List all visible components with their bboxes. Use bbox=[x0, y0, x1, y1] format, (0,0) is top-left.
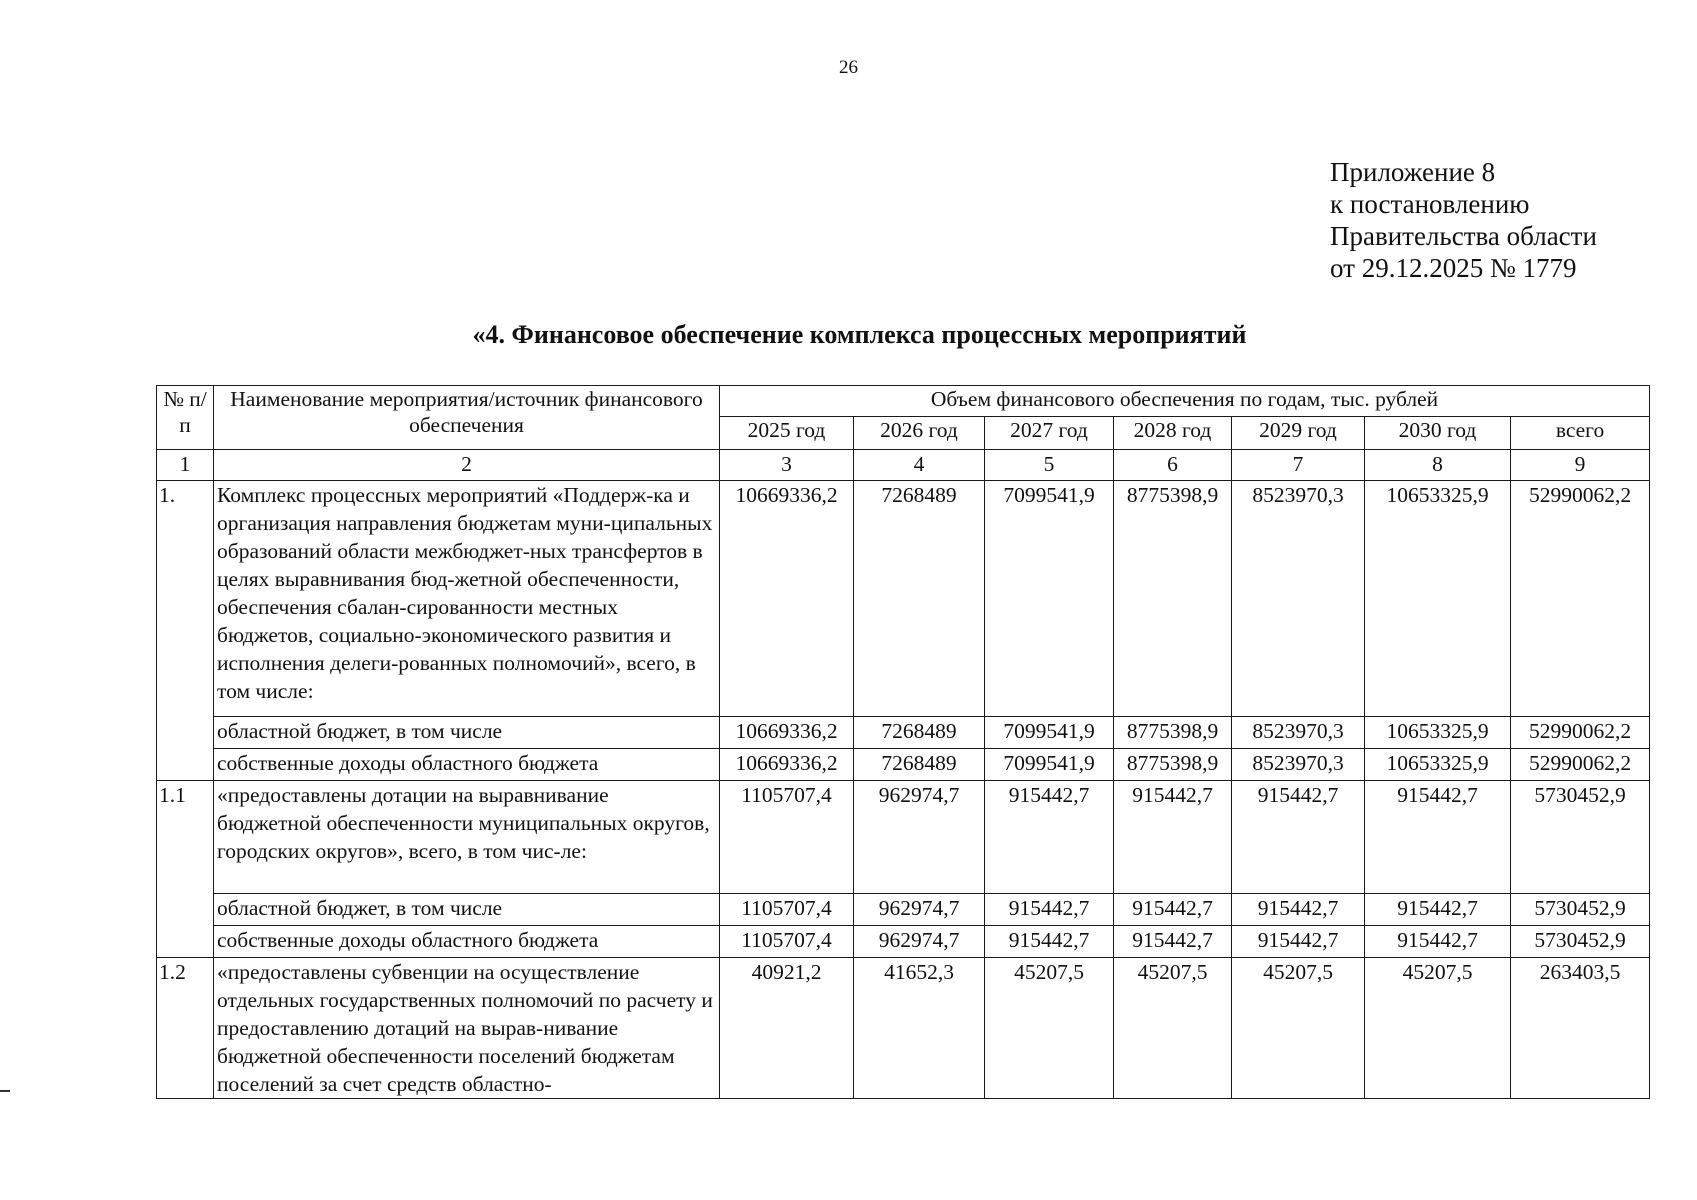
value-cell: 8523970,3 bbox=[1232, 717, 1365, 749]
value-cell: 1105707,4 bbox=[720, 926, 854, 958]
header-year: 2025 год bbox=[720, 417, 854, 450]
header-year: 2030 год bbox=[1365, 417, 1511, 450]
row-name: «предоставлены субвенции на осуществление отдельных государственных полномочий по расчету и предоставлению дотаций на вырав-нивание бюджетной обеспеченности поселений бюджетам поселений за счет средств областно- bbox=[214, 958, 720, 1099]
value-cell: 962974,7 bbox=[854, 781, 985, 894]
value-cell: 7099541,9 bbox=[985, 481, 1114, 717]
value-cell: 52990062,2 bbox=[1511, 717, 1650, 749]
column-number: 7 bbox=[1232, 450, 1365, 481]
value-cell: 7268489 bbox=[854, 481, 985, 717]
appendix-line: к постановлению bbox=[1330, 189, 1530, 219]
value-cell: 7268489 bbox=[854, 749, 985, 781]
value-cell: 8775398,9 bbox=[1114, 749, 1232, 781]
table-row bbox=[157, 894, 1650, 926]
table-row bbox=[157, 749, 1650, 781]
value-cell: 915442,7 bbox=[1114, 781, 1232, 894]
header-row bbox=[157, 386, 1650, 417]
value-cell: 1105707,4 bbox=[720, 781, 854, 894]
value-cell: 915442,7 bbox=[1365, 781, 1511, 894]
column-number: 3 bbox=[720, 450, 854, 481]
header-year: 2026 год bbox=[854, 417, 985, 450]
value-cell: 263403,5 bbox=[1511, 958, 1650, 1099]
value-cell: 10653325,9 bbox=[1365, 749, 1511, 781]
document-title: «4. Финансовое обеспечение комплекса процессных мероприятий bbox=[472, 320, 1247, 349]
value-cell: 45207,5 bbox=[1232, 958, 1365, 1099]
row-name: Комплекс процессных мероприятий «Поддерж-ка и организация направления бюджетам муни-ципальных образований области межбюджет-ных трансфертов в целях выравнивания бюд-жетной обеспеченности, обеспечения сбалан-сированности местных бюджетов, социально-экономического развития и исполнения делеги-рованных полномочий», всего, в том числе: bbox=[214, 481, 720, 717]
column-number: 9 bbox=[1511, 450, 1650, 481]
column-number: 6 bbox=[1114, 450, 1232, 481]
value-cell: 45207,5 bbox=[1114, 958, 1232, 1099]
value-cell: 915442,7 bbox=[1232, 781, 1365, 894]
header-year: 2027 год bbox=[985, 417, 1114, 450]
financing-table bbox=[156, 385, 1650, 1099]
value-cell: 45207,5 bbox=[985, 958, 1114, 1099]
table-row bbox=[157, 717, 1650, 749]
value-cell: 915442,7 bbox=[1232, 926, 1365, 958]
value-cell: 915442,7 bbox=[1114, 926, 1232, 958]
header-num: № п/п bbox=[157, 386, 214, 450]
value-cell: 52990062,2 bbox=[1511, 749, 1650, 781]
value-cell: 8775398,9 bbox=[1114, 717, 1232, 749]
value-cell: 10669336,2 bbox=[720, 749, 854, 781]
row-index: 1. bbox=[157, 481, 214, 781]
value-cell: 5730452,9 bbox=[1511, 781, 1650, 894]
table-row bbox=[157, 481, 1650, 717]
value-cell: 915442,7 bbox=[985, 926, 1114, 958]
column-number: 2 bbox=[214, 450, 720, 481]
value-cell: 8523970,3 bbox=[1232, 749, 1365, 781]
appendix-line: от 29.12.2025 № 1779 bbox=[1330, 253, 1577, 283]
value-cell: 962974,7 bbox=[854, 926, 985, 958]
header-volume: Объем финансового обеспечения по годам, тыс. рублей bbox=[720, 386, 1650, 417]
appendix-block bbox=[1330, 156, 1597, 284]
value-cell: 7268489 bbox=[854, 717, 985, 749]
value-cell: 10669336,2 bbox=[720, 481, 854, 717]
column-number: 4 bbox=[854, 450, 985, 481]
value-cell: 915442,7 bbox=[985, 894, 1114, 926]
value-cell: 915442,7 bbox=[1114, 894, 1232, 926]
value-cell: 5730452,9 bbox=[1511, 894, 1650, 926]
margin-mark bbox=[0, 1090, 10, 1092]
value-cell: 1105707,4 bbox=[720, 894, 854, 926]
row-name: собственные доходы областного бюджета bbox=[214, 926, 720, 958]
value-cell: 8523970,3 bbox=[1232, 481, 1365, 717]
value-cell: 45207,5 bbox=[1365, 958, 1511, 1099]
column-number: 8 bbox=[1365, 450, 1511, 481]
value-cell: 7099541,9 bbox=[985, 749, 1114, 781]
value-cell: 915442,7 bbox=[1365, 926, 1511, 958]
header-year: 2029 год bbox=[1232, 417, 1365, 450]
row-index: 1.2 bbox=[157, 958, 214, 1099]
table-row bbox=[157, 926, 1650, 958]
column-number: 5 bbox=[985, 450, 1114, 481]
row-index: 1.1 bbox=[157, 781, 214, 958]
header-name: Наименование мероприятия/источник финансового обеспечения bbox=[214, 386, 720, 450]
value-cell: 52990062,2 bbox=[1511, 481, 1650, 717]
row-name: областной бюджет, в том числе bbox=[214, 717, 720, 749]
row-name: собственные доходы областного бюджета bbox=[214, 749, 720, 781]
value-cell: 7099541,9 bbox=[985, 717, 1114, 749]
row-name: «предоставлены дотации на выравнивание бюджетной обеспеченности муниципальных округов, городских округов», всего, в том чис-ле: bbox=[214, 781, 720, 894]
header-total: всего bbox=[1511, 417, 1650, 450]
value-cell: 41652,3 bbox=[854, 958, 985, 1099]
column-number-row bbox=[157, 450, 1650, 481]
value-cell: 5730452,9 bbox=[1511, 926, 1650, 958]
table-row bbox=[157, 781, 1650, 894]
header-year: 2028 год bbox=[1114, 417, 1232, 450]
value-cell: 915442,7 bbox=[1232, 894, 1365, 926]
value-cell: 10653325,9 bbox=[1365, 481, 1511, 717]
value-cell: 915442,7 bbox=[985, 781, 1114, 894]
column-number: 1 bbox=[157, 450, 214, 481]
row-name: областной бюджет, в том числе bbox=[214, 894, 720, 926]
value-cell: 962974,7 bbox=[854, 894, 985, 926]
appendix-line: Приложение 8 bbox=[1330, 157, 1496, 187]
value-cell: 915442,7 bbox=[1365, 894, 1511, 926]
value-cell: 40921,2 bbox=[720, 958, 854, 1099]
appendix-line: Правительства области bbox=[1330, 221, 1597, 251]
value-cell: 8775398,9 bbox=[1114, 481, 1232, 717]
page-number: 26 bbox=[839, 57, 858, 78]
table-row bbox=[157, 958, 1650, 1099]
value-cell: 10669336,2 bbox=[720, 717, 854, 749]
value-cell: 10653325,9 bbox=[1365, 717, 1511, 749]
